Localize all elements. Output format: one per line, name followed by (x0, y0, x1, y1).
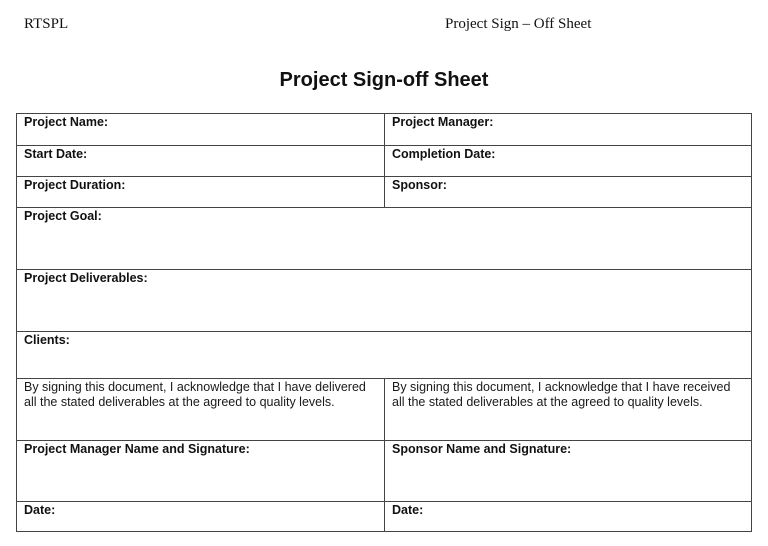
row-signatures (17, 440, 751, 501)
manager-acknowledgement: By signing this document, I acknowledge that I have delivered all the stated deliverables at the agreed to quality levels. (17, 379, 385, 440)
project-manager-label: Project Manager: (392, 115, 494, 129)
start-date-label: Start Date: (24, 147, 88, 161)
pm-date-field[interactable] (17, 502, 385, 531)
row-name-manager (17, 114, 751, 145)
row-duration-sponsor (17, 176, 751, 207)
sponsor-field[interactable] (385, 177, 751, 207)
project-name-label: Project Name: (24, 115, 109, 129)
sponsor-date-label: Date: (392, 503, 424, 517)
pm-signature-field[interactable] (17, 441, 385, 501)
project-goal-label: Project Goal: (24, 209, 102, 223)
row-deliverables (17, 269, 751, 331)
sponsor-label: Sponsor: (392, 178, 447, 192)
row-acknowledgements (17, 378, 751, 440)
project-manager-field[interactable] (385, 114, 751, 145)
start-date-field[interactable] (17, 146, 385, 176)
sponsor-signature-field[interactable] (385, 441, 751, 501)
row-clients (17, 331, 751, 378)
sponsor-date-field[interactable] (385, 502, 751, 531)
page-title: Project Sign-off Sheet (279, 69, 489, 91)
completion-date-label: Completion Date: (392, 147, 496, 161)
row-dates (17, 145, 751, 176)
pm-date-label: Date: (24, 503, 56, 517)
project-name-field[interactable] (17, 114, 385, 145)
clients-label: Clients: (24, 333, 70, 347)
row-sign-dates (17, 501, 751, 531)
project-duration-field[interactable] (17, 177, 385, 207)
pm-signature-label: Project Manager Name and Signature: (24, 442, 250, 456)
row-goal (17, 207, 751, 269)
clients-field[interactable] (17, 332, 751, 378)
sign-off-form (16, 113, 752, 532)
project-deliverables-label: Project Deliverables: (24, 271, 148, 285)
sponsor-signature-label: Sponsor Name and Signature: (392, 442, 572, 456)
sponsor-acknowledgement: By signing this document, I acknowledge that I have received all the stated deliverables at the agreed to quality levels. (392, 380, 731, 409)
completion-date-field[interactable] (385, 146, 751, 176)
project-duration-label: Project Duration: (24, 178, 126, 192)
project-goal-field[interactable] (17, 208, 751, 269)
header-document-title: Project Sign – Off Sheet (445, 16, 592, 32)
project-deliverables-field[interactable] (17, 270, 751, 331)
header-company: RTSPL (24, 16, 69, 32)
